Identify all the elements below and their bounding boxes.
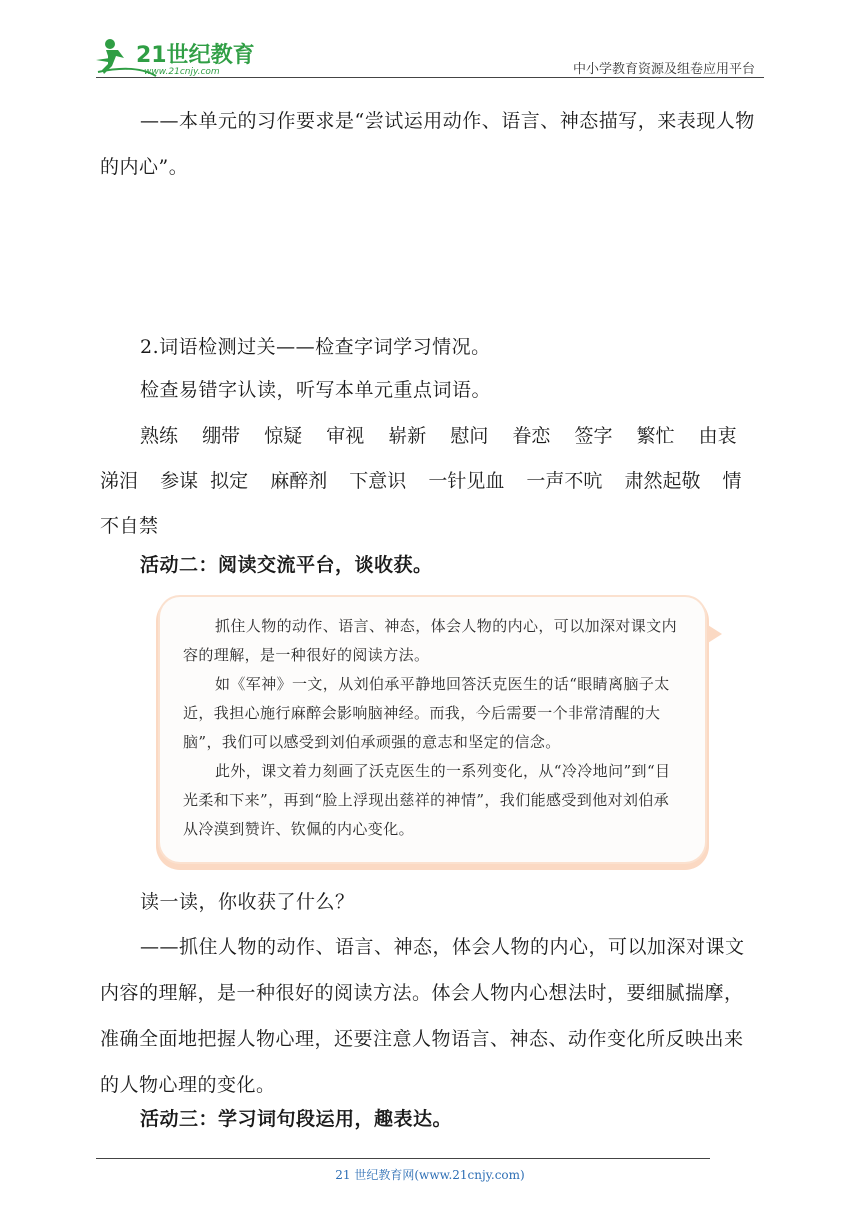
footer-link[interactable]: 21 世纪教育网(www.21cnjy.com) xyxy=(335,1168,525,1182)
word-item: 绷带 xyxy=(202,425,241,447)
bubble-paragraph: 如《军神》一文，从刘伯承平静地回答沃克医生的话“眼睛离脑子太近，我担心施行麻醉会影响脑神经。而我，今后需要一个非常清醒的大脑”，我们可以感受到刘伯承顽强的意志和坚定的信念。 xyxy=(183,675,670,751)
word-item: 由衷 xyxy=(698,425,737,447)
bubble-paragraph: 此外，课文着力刻画了沃克医生的一系列变化，从“冷冷地问”到“目光柔和下来”，再到“脸上浮现出慈祥的神情”，我们能感受到他对刘伯承从冷漠到赞许、钦佩的内心变化。 xyxy=(183,762,671,838)
section2-title: 2.词语检测过关——检查字词学习情况。 xyxy=(140,336,491,358)
bubble-paragraph: 抓住人物的动作、语言、神态，体会人物的内心，可以加深对课文内容的理解，是一种很好的阅读方法。 xyxy=(183,617,678,664)
word-list-line2 xyxy=(100,458,780,504)
activity2-title: 活动二：阅读交流平台，谈收获。 xyxy=(140,554,433,576)
site-logo xyxy=(96,36,266,78)
word-list-line3: 不自禁 xyxy=(100,515,159,537)
section2-instruction: 检查易错字认读，听写本单元重点词语。 xyxy=(140,379,492,401)
word-item: 崭新 xyxy=(388,425,427,447)
word-item: 慰问 xyxy=(450,425,489,447)
header-tagline: 中小学教育资源及组卷应用平台 xyxy=(572,62,755,77)
word-item: 繁忙 xyxy=(636,425,675,447)
word-item: 参谋 xyxy=(160,470,199,492)
logo-text: 21世纪教育 xyxy=(136,43,255,68)
activity3-title: 活动三：学习词句段运用，趣表达。 xyxy=(140,1108,453,1130)
word-item: 眷恋 xyxy=(512,425,551,447)
word-list-line1 xyxy=(140,413,810,459)
word-item: 签字 xyxy=(574,425,613,447)
word-item: 一声不吭 xyxy=(526,470,603,492)
header-divider xyxy=(96,77,764,78)
intro-answer: ——本单元的习作要求是“尝试运用动作、语言、神态描写，来表现人物的内心”。 xyxy=(100,110,755,178)
word-item: 涕泪 xyxy=(100,470,139,492)
question: 读一读，你收获了什么？ xyxy=(140,891,355,913)
word-item: 审视 xyxy=(326,425,365,447)
word-item: 麻醉剂 xyxy=(270,470,328,492)
word-item: 熟练 xyxy=(140,425,179,447)
word-item: 肃然起敬 xyxy=(624,470,701,492)
answer: ——抓住人物的动作、语言、神态，体会人物的内心，可以加深对课文内容的理解，是一种很好的阅读方法。体会人物内心想法时，要细腻揣摩，准确全面地把握人物心理，还要注意人物语言、神态、动作变化所反映出来的人物心理的变化。 xyxy=(100,936,745,1096)
word-item: 情 xyxy=(722,470,742,492)
word-item: 惊疑 xyxy=(264,425,303,447)
footer-divider xyxy=(96,1158,710,1159)
bubble-text xyxy=(183,612,683,844)
word-item: 下意识 xyxy=(349,470,407,492)
word-item: 拟定 xyxy=(210,470,249,492)
word-item: 一针见血 xyxy=(428,470,505,492)
logo-url: www.21cnjy.com xyxy=(144,67,220,77)
